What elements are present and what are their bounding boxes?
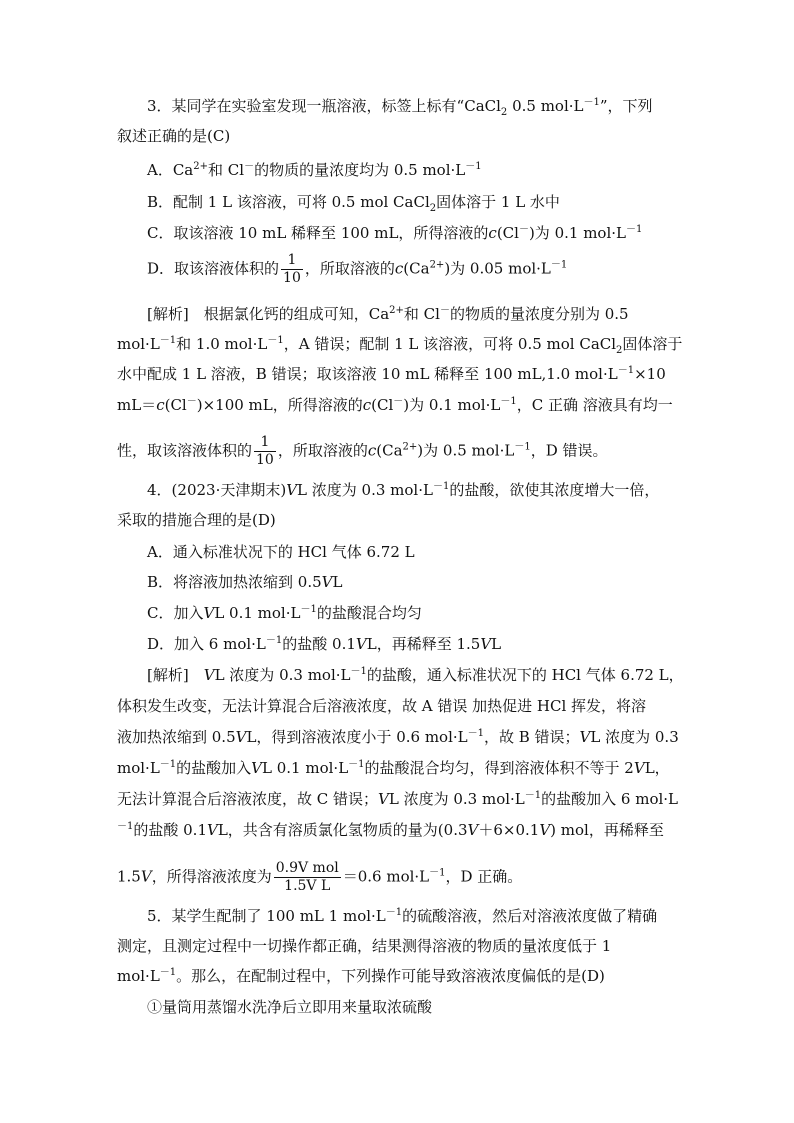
q4-analysis-line3: 液加热浓缩到 0.5VL，得到溶液浓度小于 0.6 $mol\cdot L^{-1}$，故 B 错误；VL 浓度为 0.3 <box>117 728 679 746</box>
fraction: $\frac{\text{0.9V mol}}{\text{1.5V L}}$ <box>275 860 339 894</box>
q4-analysis-line2: 体积发生改变，无法计算混合后溶液浓度，故 A 错误 加热促进 HCl 挥发，将溶 <box>117 697 647 715</box>
q3-stem-line1: 3．某同学在实验室发现一瓶溶液，标签上标有“CaCl$_2$ 0.5 $mol\cdot L^{-1}$”，下列 <box>147 97 653 118</box>
q4-option-d: D．加入 6 $mol\cdot L^{-1}$的盐酸 0.1VL，再稀释至 1.5VL <box>147 635 502 653</box>
q4-analysis-line4: $mol\cdot L^{-1}$的盐酸加入VL 0.1 $mol\cdot L^{-1}$的盐酸混合均匀，得到溶液体积不等于 2VL， <box>117 759 670 777</box>
q3-stem-line2: 叙述正确的是(C) <box>117 127 231 145</box>
q3-option-a: A．$Ca^{2+}$和 Cl－的物质的量浓度均为 0.5 $mol\cdot L^{-1}$ <box>147 161 482 179</box>
q4-analysis-line1: [解析] VL 浓度为 0.3 $mol\cdot L^{-1}$的盐酸，通入标准状况下的 HCl 气体 6.72 L， <box>147 666 684 684</box>
q4-analysis-line5: 无法计算混合后溶液浓度，故 C 错误；VL 浓度为 0.3 $mol\cdot L^{-1}$的盐酸加入 6 mol·L <box>117 790 679 808</box>
fraction: $\frac{1}{10}$ <box>256 434 274 468</box>
q3-analysis-line2: $mol\cdot L^{-1}$和 1.0 $mol\cdot L^{-1}$，A 错误；配制 1 L 该溶液，可将 0.5 mol CaCl$_2$固体溶于 <box>117 335 683 356</box>
analysis-tag: [解析] <box>147 666 189 684</box>
q4-option-c: C．加入VL 0.1 $mol\cdot L^{-1}$的盐酸混合均匀 <box>147 604 422 622</box>
q4-analysis-line7: 1.5V，所得溶液浓度为 $\frac{\text{0.9V mol}}{\text{1.5V L}}$ ＝0.6 $mol\cdot L^{-1}$，D 正确。 <box>117 860 523 894</box>
analysis-tag: [解析] <box>147 305 189 323</box>
q4-analysis-line6: $^{-1}$的盐酸 0.1VL，共含有溶质氯化氢物质的量为(0.3V＋6×0.1V) mol，再稀释至 <box>117 821 664 839</box>
q3-analysis-line1: [解析] 根据氯化钙的组成可知，$Ca^{2+}$和 Cl－的物质的量浓度分别为 0.5 <box>147 305 629 323</box>
q3-option-b: B．配制 1 L 该溶液，可将 0.5 mol CaCl$_2$固体溶于 1 L 水中 <box>147 193 560 214</box>
q4-option-a: A．通入标准状况下的 HCl 气体 6.72 L <box>147 543 415 561</box>
q5-stem-line3: $mol\cdot L^{-1}$。那么，在配制过程中，下列操作可能导致溶液浓度偏低的是(D) <box>117 967 605 985</box>
fraction: $\frac{1}{10}$ <box>283 252 301 286</box>
q5-stem-line1: 5．某学生配制了 100 mL 1 $mol\cdot L^{-1}$的硫酸溶液，然后对溶液浓度做了精确 <box>147 907 658 925</box>
q3-analysis-line4: mL＝c(Cl－)×100 mL，所得溶液的c(Cl－)为 0.1 $mol\cdot L^{-1}$，C 正确 溶液具有均一 <box>117 396 673 414</box>
q3-analysis-line3: 水中配成 1 L 溶液，B 错误；取该溶液 10 mL 稀释至 100 mL,1.0 $mol\cdot L^{-1}\times 10$ <box>117 365 666 383</box>
q4-stem-line2: 采取的措施合理的是(D) <box>117 511 276 529</box>
q4-stem-line1: 4．(2023·天津期末)VL 浓度为 0.3 $mol\cdot L^{-1}$的盐酸，欲使其浓度增大一倍， <box>147 481 660 499</box>
q4-option-b: B．将溶液加热浓缩到 0.5VL <box>147 573 343 591</box>
q5-stem-line2: 测定，且测定过程中一切操作都正确，结果测得溶液的物质的量浓度低于 1 <box>117 937 612 955</box>
q5-item-1: ①量筒用蒸馏水洗净后立即用来量取浓硫酸 <box>147 998 433 1016</box>
q3-analysis-line5: 性，取该溶液体积的 $\frac{1}{10}$ ，所取溶液的$c(Ca^{2+})$为 0.5 $mol\cdot L^{-1}$，D 错误。 <box>117 434 608 468</box>
q3-option-c: C．取该溶液 10 mL 稀释至 100 mL，所得溶液的c(Cl－)为 0.1 $mol\cdot L^{-1}$ <box>147 224 643 242</box>
q3-option-d: D．取该溶液体积的 $\frac{1}{10}$ ，所取溶液的$c(Ca^{2+})$为 0.05 $mol\cdot L^{-1}$ <box>147 252 568 286</box>
